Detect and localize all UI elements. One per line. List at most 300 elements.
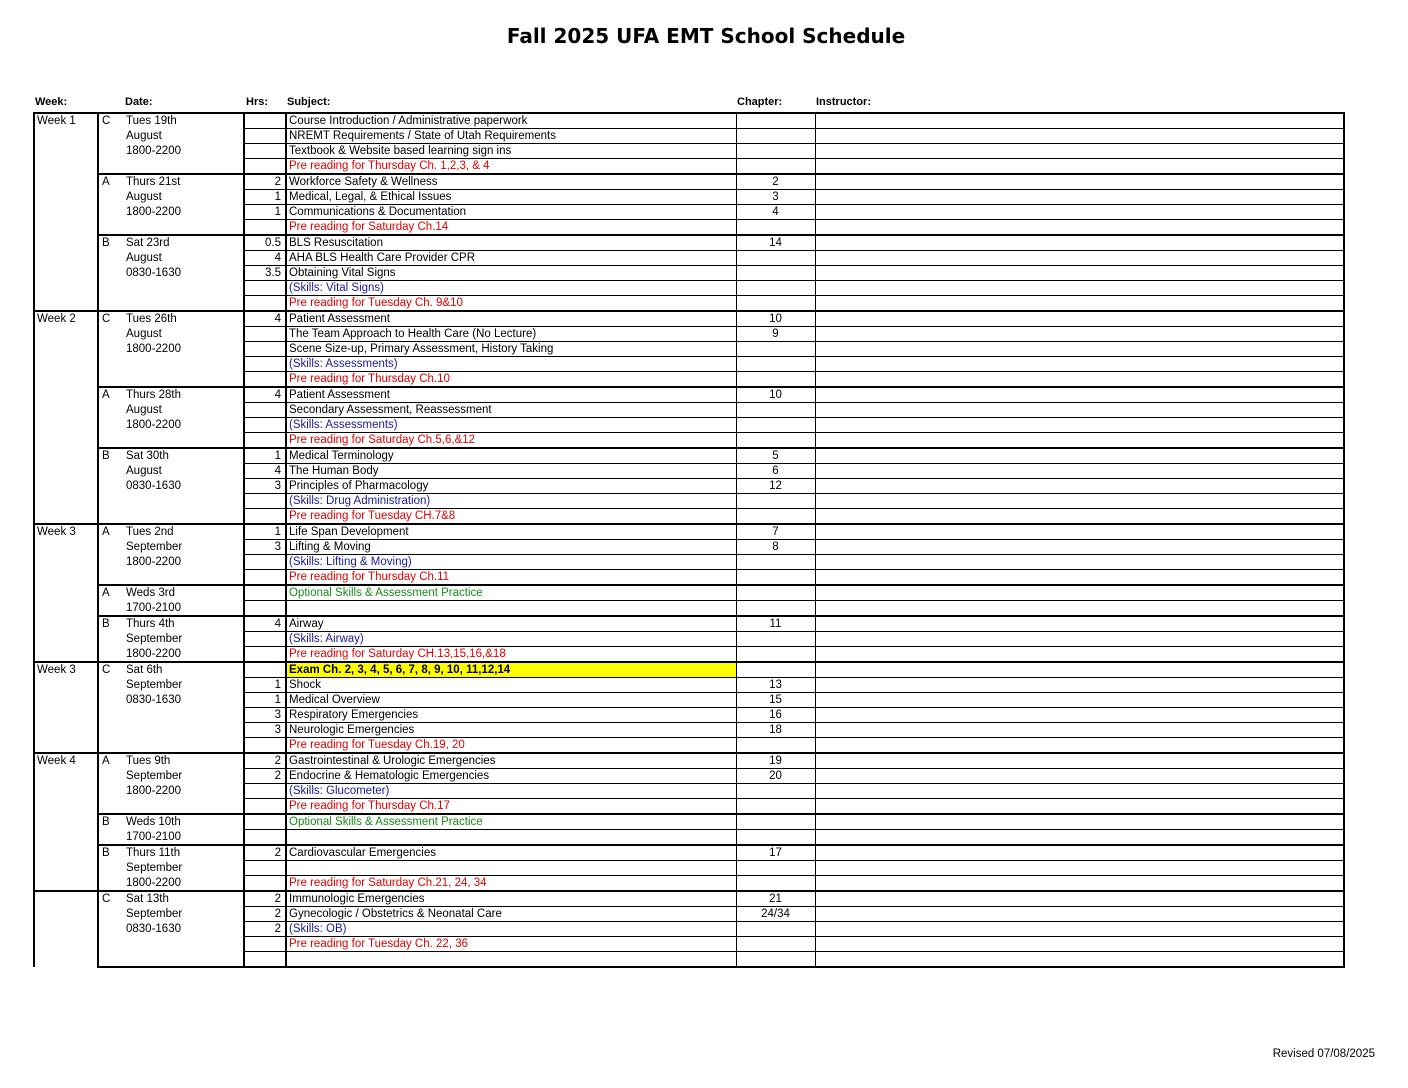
- table-row: [34, 678, 1344, 693]
- table-row: [34, 891, 1344, 907]
- day-letter-cell: [98, 830, 120, 846]
- date-cell: September: [120, 540, 244, 555]
- chapter-cell: [736, 342, 815, 357]
- day-letter-cell: [98, 144, 120, 159]
- date-cell: [120, 799, 244, 815]
- subject-cell: Pre reading for Tuesday Ch.19, 20: [286, 738, 736, 754]
- subject-cell: (Skills: Lifting & Moving): [286, 555, 736, 570]
- hours-cell: [244, 220, 286, 236]
- table-row: [34, 174, 1344, 190]
- subject-cell: Immunologic Emergencies: [286, 891, 736, 907]
- hours-cell: 1: [244, 524, 286, 540]
- hours-cell: 3: [244, 708, 286, 723]
- instructor-cell: [815, 799, 1344, 815]
- date-cell: 0830-1630: [120, 922, 244, 937]
- date-cell: Tues 9th: [120, 753, 244, 769]
- instructor-cell: [815, 281, 1344, 296]
- day-letter-cell: [98, 784, 120, 799]
- instructor-cell: [815, 235, 1344, 251]
- table-row: [34, 190, 1344, 205]
- chapter-cell: 6: [736, 464, 815, 479]
- date-cell: [120, 357, 244, 372]
- day-letter-cell: [98, 509, 120, 525]
- week-cell: [34, 891, 98, 967]
- subject-cell: Scene Size-up, Primary Assessment, History Taking: [286, 342, 736, 357]
- instructor-cell: [815, 418, 1344, 433]
- subject-cell: Airway: [286, 616, 736, 632]
- date-cell: [120, 281, 244, 296]
- day-letter-cell: [98, 723, 120, 738]
- chapter-cell: 14: [736, 235, 815, 251]
- day-letter-cell: B: [98, 616, 120, 632]
- hours-cell: [244, 632, 286, 647]
- hours-cell: 4: [244, 616, 286, 632]
- subject-cell: BLS Resuscitation: [286, 235, 736, 251]
- header-chapter: Chapter:: [737, 96, 783, 108]
- day-letter-cell: [98, 693, 120, 708]
- week-cell: Week 2: [34, 311, 98, 524]
- subject-cell: Neurologic Emergencies: [286, 723, 736, 738]
- date-cell: Thurs 21st: [120, 174, 244, 190]
- subject-cell: Principles of Pharmacology: [286, 479, 736, 494]
- day-letter-cell: [98, 540, 120, 555]
- chapter-cell: [736, 296, 815, 312]
- date-cell: Sat 30th: [120, 448, 244, 464]
- subject-cell: Communications & Documentation: [286, 205, 736, 220]
- chapter-cell: [736, 570, 815, 586]
- hours-cell: 2: [244, 769, 286, 784]
- day-letter-cell: [98, 479, 120, 494]
- day-letter-cell: [98, 281, 120, 296]
- day-letter-cell: [98, 342, 120, 357]
- hours-cell: [244, 738, 286, 754]
- date-cell: Sat 23rd: [120, 235, 244, 251]
- hours-cell: [244, 937, 286, 952]
- instructor-cell: [815, 494, 1344, 509]
- hours-cell: 4: [244, 311, 286, 327]
- day-letter-cell: [98, 159, 120, 175]
- chapter-cell: 4: [736, 205, 815, 220]
- chapter-cell: [736, 799, 815, 815]
- hours-cell: 1: [244, 205, 286, 220]
- table-row: [34, 464, 1344, 479]
- week-cell: Week 3: [34, 524, 98, 662]
- day-letter-cell: B: [98, 235, 120, 251]
- day-letter-cell: [98, 555, 120, 570]
- table-row: [34, 753, 1344, 769]
- chapter-cell: 11: [736, 616, 815, 632]
- table-row: [34, 952, 1344, 968]
- table-row: [34, 830, 1344, 846]
- table-row: [34, 494, 1344, 509]
- chapter-cell: 7: [736, 524, 815, 540]
- subject-cell: Pre reading for Saturday Ch.5,6,&12: [286, 433, 736, 449]
- date-cell: 1800-2200: [120, 418, 244, 433]
- hours-cell: [244, 433, 286, 449]
- hours-cell: 0.5: [244, 235, 286, 251]
- table-row: [34, 632, 1344, 647]
- day-letter-cell: [98, 907, 120, 922]
- hours-cell: 2: [244, 174, 286, 190]
- instructor-cell: [815, 555, 1344, 570]
- day-letter-cell: [98, 632, 120, 647]
- subject-cell: Pre reading for Tuesday CH.7&8: [286, 509, 736, 525]
- date-cell: Weds 10th: [120, 814, 244, 830]
- hours-cell: [244, 296, 286, 312]
- hours-cell: 4: [244, 464, 286, 479]
- day-letter-cell: [98, 433, 120, 449]
- subject-cell: AHA BLS Health Care Provider CPR: [286, 251, 736, 266]
- instructor-cell: [815, 251, 1344, 266]
- day-letter-cell: [98, 861, 120, 876]
- subject-cell: Life Span Development: [286, 524, 736, 540]
- hours-cell: 1: [244, 448, 286, 464]
- chapter-cell: [736, 113, 815, 129]
- chapter-cell: 19: [736, 753, 815, 769]
- day-letter-cell: [98, 494, 120, 509]
- chapter-cell: 9: [736, 327, 815, 342]
- table-row: [34, 647, 1344, 663]
- hours-cell: 3: [244, 479, 286, 494]
- hours-cell: [244, 281, 286, 296]
- instructor-cell: [815, 403, 1344, 418]
- chapter-cell: 24/34: [736, 907, 815, 922]
- table-row: [34, 693, 1344, 708]
- chapter-cell: 13: [736, 678, 815, 693]
- chapter-cell: [736, 403, 815, 418]
- revised-date: Revised 07/08/2025: [1272, 1048, 1375, 1060]
- day-letter-cell: C: [98, 662, 120, 678]
- hours-cell: 2: [244, 845, 286, 861]
- date-cell: 1700-2100: [120, 830, 244, 846]
- date-cell: August: [120, 251, 244, 266]
- instructor-cell: [815, 814, 1344, 830]
- instructor-cell: [815, 647, 1344, 663]
- date-cell: [120, 952, 244, 968]
- instructor-cell: [815, 387, 1344, 403]
- day-letter-cell: B: [98, 448, 120, 464]
- hours-cell: [244, 876, 286, 892]
- hours-cell: 2: [244, 891, 286, 907]
- chapter-cell: [736, 632, 815, 647]
- table-row: [34, 342, 1344, 357]
- chapter-cell: [736, 418, 815, 433]
- instructor-cell: [815, 570, 1344, 586]
- header-instructor: Instructor:: [816, 96, 871, 108]
- hours-cell: [244, 418, 286, 433]
- instructor-cell: [815, 327, 1344, 342]
- hours-cell: [244, 357, 286, 372]
- instructor-cell: [815, 937, 1344, 952]
- table-row: [34, 616, 1344, 632]
- chapter-cell: [736, 159, 815, 175]
- hours-cell: [244, 647, 286, 663]
- table-row: [34, 509, 1344, 525]
- subject-cell: Pre reading for Saturday CH.13,15,16,&18: [286, 647, 736, 663]
- hours-cell: 3.5: [244, 266, 286, 281]
- instructor-cell: [815, 174, 1344, 190]
- table-row: [34, 540, 1344, 555]
- chapter-cell: 16: [736, 708, 815, 723]
- subject-cell: Pre reading for Thursday Ch.10: [286, 372, 736, 388]
- subject-cell: Medical Terminology: [286, 448, 736, 464]
- subject-cell: (Skills: Assessments): [286, 357, 736, 372]
- chapter-cell: 10: [736, 387, 815, 403]
- table-row: [34, 555, 1344, 570]
- table-row: [34, 281, 1344, 296]
- subject-cell: Patient Assessment: [286, 387, 736, 403]
- table-row: [34, 159, 1344, 175]
- date-cell: August: [120, 129, 244, 144]
- table-row: [34, 799, 1344, 815]
- header-date: Date:: [125, 96, 153, 108]
- hours-cell: 2: [244, 907, 286, 922]
- instructor-cell: [815, 891, 1344, 907]
- instructor-cell: [815, 190, 1344, 205]
- subject-cell: NREMT Requirements / State of Utah Requirements: [286, 129, 736, 144]
- chapter-cell: [736, 861, 815, 876]
- chapter-cell: 15: [736, 693, 815, 708]
- hours-cell: 3: [244, 540, 286, 555]
- chapter-cell: [736, 585, 815, 601]
- day-letter-cell: [98, 418, 120, 433]
- instructor-cell: [815, 357, 1344, 372]
- table-row: [34, 327, 1344, 342]
- subject-cell: Lifting & Moving: [286, 540, 736, 555]
- chapter-cell: [736, 266, 815, 281]
- date-cell: September: [120, 769, 244, 784]
- hours-cell: [244, 509, 286, 525]
- chapter-cell: 8: [736, 540, 815, 555]
- date-cell: [120, 296, 244, 312]
- table-row: [34, 266, 1344, 281]
- week-cell: Week 1: [34, 113, 98, 311]
- hours-cell: [244, 952, 286, 968]
- subject-cell: Pre reading for Thursday Ch.11: [286, 570, 736, 586]
- table-row: [34, 662, 1344, 678]
- date-cell: [120, 937, 244, 952]
- chapter-cell: [736, 647, 815, 663]
- subject-cell: (Skills: Vital Signs): [286, 281, 736, 296]
- instructor-cell: [815, 113, 1344, 129]
- table-row: [34, 387, 1344, 403]
- date-cell: 0830-1630: [120, 693, 244, 708]
- chapter-cell: [736, 494, 815, 509]
- table-row: [34, 144, 1344, 159]
- day-letter-cell: [98, 403, 120, 418]
- chapter-cell: [736, 937, 815, 952]
- instructor-cell: [815, 845, 1344, 861]
- table-row: [34, 876, 1344, 892]
- date-cell: Tues 19th: [120, 113, 244, 129]
- table-row: [34, 738, 1344, 754]
- instructor-cell: [815, 509, 1344, 525]
- table-row: [34, 251, 1344, 266]
- subject-cell: Obtaining Vital Signs: [286, 266, 736, 281]
- week-cell: Week 4: [34, 753, 98, 891]
- date-cell: August: [120, 464, 244, 479]
- subject-cell: (Skills: Airway): [286, 632, 736, 647]
- day-letter-cell: [98, 738, 120, 754]
- subject-cell: Patient Assessment: [286, 311, 736, 327]
- instructor-cell: [815, 205, 1344, 220]
- chapter-cell: [736, 922, 815, 937]
- date-cell: September: [120, 861, 244, 876]
- instructor-cell: [815, 784, 1344, 799]
- week-cell: Week 3: [34, 662, 98, 753]
- subject-cell: [286, 830, 736, 846]
- date-cell: [120, 708, 244, 723]
- instructor-cell: [815, 708, 1344, 723]
- day-letter-cell: [98, 876, 120, 892]
- day-letter-cell: A: [98, 387, 120, 403]
- hours-cell: [244, 342, 286, 357]
- hours-cell: [244, 799, 286, 815]
- date-cell: Weds 3rd: [120, 585, 244, 601]
- subject-cell: Workforce Safety & Wellness: [286, 174, 736, 190]
- date-cell: [120, 372, 244, 388]
- chapter-cell: [736, 433, 815, 449]
- hours-cell: [244, 113, 286, 129]
- chapter-cell: [736, 357, 815, 372]
- chapter-cell: 10: [736, 311, 815, 327]
- hours-cell: 4: [244, 387, 286, 403]
- subject-cell: Pre reading for Saturday Ch.21, 24, 34: [286, 876, 736, 892]
- table-row: [34, 418, 1344, 433]
- table-row: [34, 129, 1344, 144]
- hours-cell: [244, 784, 286, 799]
- instructor-cell: [815, 769, 1344, 784]
- table-row: [34, 937, 1344, 952]
- subject-cell: (Skills: OB): [286, 922, 736, 937]
- instructor-cell: [815, 662, 1344, 678]
- hours-cell: 1: [244, 678, 286, 693]
- date-cell: [120, 509, 244, 525]
- chapter-cell: 2: [736, 174, 815, 190]
- hours-cell: 4: [244, 251, 286, 266]
- schedule-table: [33, 112, 1345, 968]
- instructor-cell: [815, 464, 1344, 479]
- hours-cell: 3: [244, 723, 286, 738]
- date-cell: [120, 738, 244, 754]
- date-cell: September: [120, 678, 244, 693]
- day-letter-cell: [98, 357, 120, 372]
- table-row: [34, 357, 1344, 372]
- subject-cell: Optional Skills & Assessment Practice: [286, 585, 736, 601]
- date-cell: August: [120, 327, 244, 342]
- chapter-cell: [736, 738, 815, 754]
- chapter-cell: 18: [736, 723, 815, 738]
- date-cell: 1800-2200: [120, 784, 244, 799]
- chapter-cell: [736, 129, 815, 144]
- subject-cell: Pre reading for Saturday Ch.14: [286, 220, 736, 236]
- table-row: [34, 769, 1344, 784]
- hours-cell: [244, 814, 286, 830]
- date-cell: 1700-2100: [120, 601, 244, 617]
- chapter-cell: 17: [736, 845, 815, 861]
- table-row: [34, 296, 1344, 312]
- instructor-cell: [815, 342, 1344, 357]
- table-row: [34, 585, 1344, 601]
- instructor-cell: [815, 311, 1344, 327]
- day-letter-cell: A: [98, 524, 120, 540]
- date-cell: Tues 26th: [120, 311, 244, 327]
- table-row: [34, 524, 1344, 540]
- table-row: [34, 235, 1344, 251]
- instructor-cell: [815, 616, 1344, 632]
- chapter-cell: [736, 601, 815, 617]
- day-letter-cell: [98, 678, 120, 693]
- day-letter-cell: B: [98, 845, 120, 861]
- table-row: [34, 861, 1344, 876]
- chapter-cell: [736, 830, 815, 846]
- subject-cell: Course Introduction / Administrative paperwork: [286, 113, 736, 129]
- subject-cell: (Skills: Drug Administration): [286, 494, 736, 509]
- chapter-cell: [736, 281, 815, 296]
- subject-cell: (Skills: Glucometer): [286, 784, 736, 799]
- instructor-cell: [815, 585, 1344, 601]
- table-row: [34, 220, 1344, 236]
- instructor-cell: [815, 540, 1344, 555]
- day-letter-cell: [98, 372, 120, 388]
- hours-cell: 1: [244, 190, 286, 205]
- day-letter-cell: [98, 937, 120, 952]
- instructor-cell: [815, 861, 1344, 876]
- day-letter-cell: [98, 327, 120, 342]
- table-row: [34, 907, 1344, 922]
- chapter-cell: [736, 251, 815, 266]
- day-letter-cell: [98, 570, 120, 586]
- date-cell: 0830-1630: [120, 266, 244, 281]
- date-cell: 1800-2200: [120, 144, 244, 159]
- day-letter-cell: [98, 129, 120, 144]
- subject-cell: Respiratory Emergencies: [286, 708, 736, 723]
- subject-cell: Pre reading for Tuesday Ch. 22, 36: [286, 937, 736, 952]
- day-letter-cell: [98, 769, 120, 784]
- chapter-cell: [736, 814, 815, 830]
- day-letter-cell: [98, 922, 120, 937]
- hours-cell: [244, 861, 286, 876]
- chapter-cell: [736, 662, 815, 678]
- subject-cell: The Team Approach to Health Care (No Lecture): [286, 327, 736, 342]
- subject-cell: Pre reading for Tuesday Ch. 9&10: [286, 296, 736, 312]
- date-cell: 1800-2200: [120, 342, 244, 357]
- instructor-cell: [815, 952, 1344, 968]
- subject-cell: Exam Ch. 2, 3, 4, 5, 6, 7, 8, 9, 10, 11,12,14: [286, 662, 736, 678]
- hours-cell: [244, 159, 286, 175]
- date-cell: Thurs 11th: [120, 845, 244, 861]
- hours-cell: [244, 601, 286, 617]
- chapter-cell: [736, 220, 815, 236]
- table-row: [34, 372, 1344, 388]
- subject-cell: [286, 952, 736, 968]
- day-letter-cell: [98, 220, 120, 236]
- chapter-cell: [736, 555, 815, 570]
- subject-cell: [286, 861, 736, 876]
- day-letter-cell: A: [98, 585, 120, 601]
- subject-cell: Medical Overview: [286, 693, 736, 708]
- date-cell: September: [120, 907, 244, 922]
- day-letter-cell: A: [98, 753, 120, 769]
- day-letter-cell: B: [98, 814, 120, 830]
- instructor-cell: [815, 266, 1344, 281]
- date-cell: [120, 220, 244, 236]
- subject-cell: Endocrine & Hematologic Emergencies: [286, 769, 736, 784]
- instructor-cell: [815, 296, 1344, 312]
- instructor-cell: [815, 372, 1344, 388]
- hours-cell: [244, 327, 286, 342]
- day-letter-cell: [98, 266, 120, 281]
